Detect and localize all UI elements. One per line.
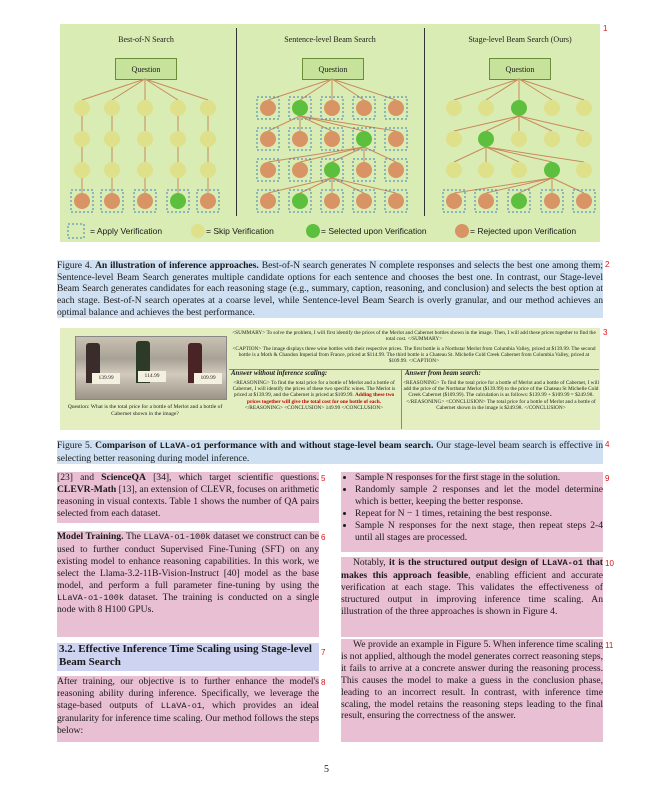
skip-node	[104, 162, 120, 178]
region-number: 1	[603, 24, 608, 33]
example-caption: <CAPTION> The image displays three wine bottles with their respective prices. The first bottle is a Northstar Merlot from Columbia Valley, priced at $139.99. The second bottle is a Moth & Chandon Imperial from France, priced at $114.99. The third bottle is a Chateau St. Michelle Cold Creek Cabernet from Columbia Valley, priced at $109.99. </CAPTION>	[232, 346, 596, 365]
rejected-node	[74, 193, 90, 209]
selected-node	[478, 131, 494, 147]
skip-node	[137, 162, 153, 178]
paragraph-datasets: [23] and ScienceQA [34], which target scientific questions. CLEVR-Math [13], an extension of CLEVR, focuses on arithmetic reasoning in visual contexts. Table 1 shows the number of QA pairs selected from each dataset.	[57, 472, 319, 523]
question-box: Question	[302, 58, 364, 80]
tree-edge	[145, 79, 178, 100]
skip-node	[576, 162, 592, 178]
skip-node	[200, 131, 216, 147]
tree-edge	[454, 147, 486, 162]
rejected-node	[260, 131, 276, 147]
tree-edge	[268, 116, 300, 131]
skip-node	[170, 162, 186, 178]
region-number: 8	[321, 678, 326, 687]
region-number: 9	[605, 474, 610, 483]
selected-node	[292, 193, 308, 209]
rejected-node	[356, 100, 372, 116]
selected-verification-swatch	[306, 224, 320, 238]
figure-4-caption	[57, 260, 603, 318]
panel-title-sentence-beam: Sentence-level Beam Search	[284, 35, 376, 44]
rejected-node	[324, 193, 340, 209]
tree-edge	[519, 116, 584, 131]
tree-edge	[519, 79, 552, 100]
list-item: • Sample N responses for the next stage, then repeat steps 2-4 until all stages are processed.	[355, 520, 603, 544]
skip-node	[104, 131, 120, 147]
tree-edge	[82, 79, 145, 100]
skip-node	[137, 131, 153, 147]
skip-node	[446, 162, 462, 178]
question-box: Question	[115, 58, 177, 80]
skip-node	[511, 162, 527, 178]
list-item: • Randomly sample 2 responses and let the model determine which is better, keeping the better response.	[355, 484, 603, 508]
rejected-node	[388, 100, 404, 116]
skip-node	[74, 100, 90, 116]
region-number: 11	[605, 641, 614, 650]
rejected-node	[356, 162, 372, 178]
tree-edge	[552, 178, 584, 193]
legend-rejected: = Rejected upon Verification	[470, 226, 577, 236]
rejected-node	[544, 193, 560, 209]
tree-edge	[268, 178, 332, 193]
rejected-node	[576, 193, 592, 209]
panel-title-best-of-n: Best-of-N Search	[118, 35, 174, 44]
selected-node	[511, 193, 527, 209]
selected-node	[544, 162, 560, 178]
rejected-node	[104, 193, 120, 209]
list-item: • Sample N responses for the first stage in the solution.	[355, 472, 603, 484]
paragraph-inference-objective: After training, our objective is to further enhance the model's reasoning ability during inference. Specifically, we leverage the stage-based outputs of LLaVA-o1, which provides an ideal granularity for inference time scaling. Our method follows the steps below:	[57, 676, 319, 742]
paragraph-model-training: Model Training. The LLaVA-o1-100k dataset we construct can be used to further conduct Supervised Fine-Tuning (SFT) on any existing model to enhance reasoning capabilities. In this work, we select the Llama-3.2-11B-Vision-Instruct [40] model as the base model, and perform a full parameter fine-tuning by using the LLaVA-o1-100k dataset. The training is conducted on a single node with 8 H100 GPUs.	[57, 531, 319, 637]
selected-node	[356, 131, 372, 147]
rejected-node	[446, 193, 462, 209]
skip-node	[544, 100, 560, 116]
skip-node	[576, 131, 592, 147]
caption-label: Figure 5.	[57, 440, 93, 451]
tree-edge	[486, 116, 519, 131]
rejected-node	[324, 100, 340, 116]
tree-edge	[486, 79, 519, 100]
wine-shelf-image	[75, 336, 227, 400]
tree-edge	[145, 79, 208, 100]
inference-trees	[60, 24, 600, 224]
rejected-node	[292, 131, 308, 147]
answer-beam-search-heading: Answer from beam search:	[405, 370, 481, 377]
tree-edge	[112, 79, 145, 100]
price-tag: 114.99	[138, 371, 166, 382]
tree-edge	[332, 178, 364, 193]
skip-node	[137, 100, 153, 116]
rejected-node	[356, 193, 372, 209]
region-number: 6	[321, 533, 326, 542]
paragraph-structured-output: Notably, it is the structured output design of LLaVA-o1 that makes this approach feasible, enabling efficient and accurate verification at each stage. This validates the effectiveness of structured output in improving inference time scaling. An illustration of the three approaches is shown in Figure 4.	[341, 557, 603, 637]
tree-edge	[519, 116, 552, 131]
price-tag: 109.99	[194, 373, 222, 384]
answer-without-scaling-heading: Answer without inference scaling:	[231, 370, 328, 377]
skip-node	[74, 131, 90, 147]
caption-label: Figure 4.	[57, 260, 93, 271]
skip-node	[544, 131, 560, 147]
figure-5-caption	[57, 440, 603, 464]
selected-node	[511, 100, 527, 116]
rejected-node	[137, 193, 153, 209]
rejected-node	[260, 162, 276, 178]
tree-edge	[454, 116, 519, 131]
legend-skip: = Skip Verification	[206, 226, 274, 236]
skip-node	[446, 131, 462, 147]
tree-edge	[364, 147, 396, 162]
tree-edge	[300, 178, 332, 193]
region-number: 4	[605, 440, 610, 449]
selected-node	[170, 193, 186, 209]
legend-selected: = Selected upon Verification	[321, 226, 427, 236]
skip-verification-swatch	[191, 224, 205, 238]
skip-node	[478, 162, 494, 178]
skip-node	[576, 100, 592, 116]
tree-edge	[519, 79, 584, 100]
skip-node	[446, 100, 462, 116]
tree-edge	[486, 147, 584, 162]
rejected-node	[292, 162, 308, 178]
answer-beam-search: <REASONING> To find the total price for a bottle of Merlot and a bottle of Cabernet, I will add the price of the Northstar Merlot ($139.99) to the price of the Chateau St Michelle Cold Creek Cabernet ($109.99). The calculation is as follows: $139.99 + $109.99 = $249.98. </REASONING> <CONCLUSION> The total price for a bottle of Merlot and a bottle of Cabernet shown in the image is $249.98. </CONCLUSION>	[403, 380, 599, 411]
region-number: 3	[603, 328, 608, 337]
region-number: 10	[605, 559, 614, 568]
rejected-node	[388, 193, 404, 209]
section-heading-model-training: Model Training.	[57, 531, 124, 542]
tree-edge	[300, 79, 332, 100]
example-question: Question: What is the total price for a bottle of Merlot and a bottle of Cabernet shown in the image?	[67, 404, 223, 417]
tree-edge	[454, 79, 519, 100]
panel-title-stage-beam: Stage-level Beam Search (Ours)	[468, 35, 572, 44]
caption-body: Our stage-level beam search is effective in selecting better reasoning during model inference.	[57, 440, 604, 464]
list-item: • Repeat for N − 1 times, retaining the best response.	[355, 508, 603, 520]
rejected-node	[388, 131, 404, 147]
rejected-node	[260, 100, 276, 116]
skip-node	[104, 100, 120, 116]
answer-without-scaling: <REASONING> To find the total price for a bottle of Merlot and a bottle of Cabernet, I will identify the prices of these two specific wines. The Merlot is priced at $139.99, and the Cabernet is priced at $109.99. Adding these two prices together will give the total cost for one bottle of each. </REASONING> <CONCLUSION> 149.99 </CONCLUSION>	[232, 380, 396, 411]
rejected-node	[478, 193, 494, 209]
apply-verification-swatch	[68, 224, 84, 238]
section-heading-3-2: 3.2. Effective Inference Time Scaling using Stage-level Beam Search	[57, 643, 319, 671]
question-box: Question	[489, 58, 551, 80]
divider	[401, 369, 402, 429]
tree-edge	[268, 147, 364, 162]
tree-edge	[300, 116, 396, 131]
caption-title: An illustration of inference approaches.	[95, 260, 259, 271]
tree-edge	[454, 178, 552, 193]
region-number: 7	[321, 648, 326, 657]
legend-apply: = Apply Verification	[90, 226, 163, 236]
skip-node	[74, 162, 90, 178]
skip-node	[200, 100, 216, 116]
skip-node	[511, 131, 527, 147]
region-number: 2	[605, 260, 610, 269]
skip-node	[200, 162, 216, 178]
price-tag: 139.99	[92, 373, 120, 384]
tree-edge	[300, 116, 364, 131]
page-number: 5	[324, 764, 329, 775]
tree-edge	[486, 147, 552, 162]
rejected-node	[324, 131, 340, 147]
caption-body: Best-of-N search generates N complete responses and selects the best one among them; Sentence-level Beam Search generates multiple candidate options for each sentence and chooses the best one. In contrast, our Stage-level Beam Search generates candidates for each reasoning stage (e.g., summary, caption, reasoning, and conclusion) and selects the best option at each stage. Best-of-N search operates at a coarse level, while Sentence-level Beam Search is overly granular, and our method achieves an optimal balance and achieves the best performance.	[57, 260, 604, 318]
tree-edge	[486, 178, 552, 193]
tree-edge	[332, 79, 364, 100]
rejected-node	[260, 193, 276, 209]
tree-edge	[300, 147, 364, 162]
tree-edge	[332, 178, 396, 193]
rejected-node	[200, 193, 216, 209]
rejected-verification-swatch	[455, 224, 469, 238]
rejected-node	[388, 162, 404, 178]
caption-title: Comparison of LLaVA-o1 performance with and without stage-level beam search.	[95, 440, 434, 451]
skip-node	[478, 100, 494, 116]
selected-node	[324, 162, 340, 178]
selected-node	[292, 100, 308, 116]
skip-node	[170, 131, 186, 147]
steps-list	[341, 472, 603, 552]
paragraph-example: We provide an example in Figure 5. When inference time scaling is not applied, although the model generates correct reasoning steps, it fails to arrive at a concrete answer during the reasoning process. This causes the model to make a guess in the conclusion phase, leading to an incorrect result. In contrast, with inference time scaling, the model retains the reasoning steps leading to the final result, ensuring the correctness of the answer.	[341, 639, 603, 742]
region-number: 5	[321, 474, 326, 483]
example-summary: <SUMMARY> To solve the problem, I will first identify the prices of the Merlot and Cabernet bottles shown in the image. Then, I will add these prices together to find the total cost. </SUMMARY>	[232, 330, 596, 343]
skip-node	[170, 100, 186, 116]
